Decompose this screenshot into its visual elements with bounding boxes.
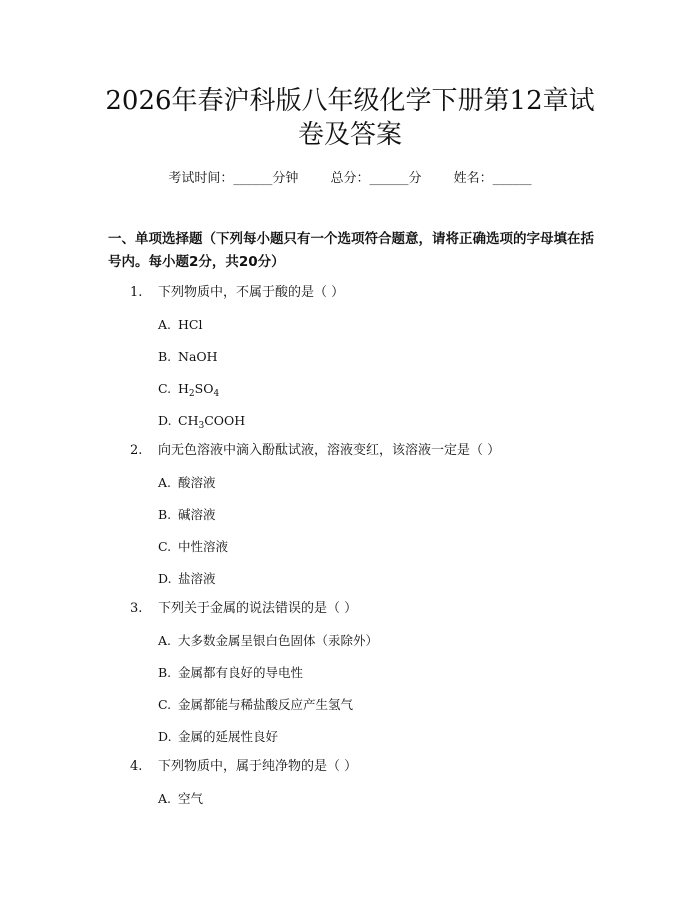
question-text: 下列关于金属的说法错误的是（ ） — [158, 601, 358, 616]
option-letter: A. — [158, 633, 172, 648]
option-text-formula — [178, 412, 245, 430]
question-number: 2. — [130, 443, 143, 458]
option-letter: D. — [158, 413, 172, 428]
option-text: 中性溶液 — [178, 539, 229, 554]
option-letter: D. — [158, 729, 172, 744]
option-text: 大多数金属呈银白色固体（汞除外） — [178, 633, 379, 648]
formula-part: COOH — [204, 413, 246, 428]
question-number: 4. — [130, 759, 143, 774]
formula-part: SO — [194, 381, 214, 396]
formula-part: CH — [178, 413, 199, 428]
section-heading-single-choice: 一、单项选择题（下列每小题只有一个选项符合题意，请将正确选项的字母填在括号内。每小题2分，共20分） — [108, 231, 594, 270]
formula-subscript: 4 — [213, 389, 220, 399]
option-text: 碱溶液 — [178, 507, 216, 522]
document-title-line-2: 卷及答案 — [297, 120, 402, 150]
question-text: 下列物质中，不属于酸的是（ ） — [158, 285, 345, 300]
option-text: NaOH — [178, 349, 218, 364]
option-text: 金属都有良好的导电性 — [178, 665, 304, 680]
option-text: 金属都能与稀盐酸反应产生氢气 — [178, 697, 354, 712]
option-text: 金属的延展性良好 — [178, 729, 279, 744]
option-letter: C. — [158, 697, 172, 712]
option-letter: A. — [158, 317, 172, 332]
option-text: 酸溶液 — [178, 475, 216, 490]
option-letter: C. — [158, 381, 172, 396]
option-letter: B. — [158, 349, 172, 364]
option-letter: A. — [158, 791, 172, 806]
question-text: 下列物质中，属于纯净物的是（ ） — [158, 759, 358, 774]
student-name-field: 姓名：______ — [453, 171, 532, 186]
option-letter: B. — [158, 507, 172, 522]
question-number: 3. — [130, 601, 143, 616]
option-text-formula — [178, 380, 219, 398]
option-letter: A. — [158, 475, 172, 490]
option-letter: C. — [158, 539, 172, 554]
formula-subscript: 3 — [198, 421, 205, 431]
option-text: HCl — [178, 317, 203, 332]
total-score-field: 总分：______分 — [330, 171, 422, 186]
exam-time-field: 考试时间：______分钟 — [168, 171, 299, 186]
question-text: 向无色溶液中滴入酚酞试液，溶液变红，该溶液一定是（ ） — [158, 443, 501, 458]
option-text: 盐溶液 — [178, 571, 216, 586]
question-number: 1. — [130, 285, 143, 300]
formula-part: H — [178, 381, 189, 396]
exam-meta — [0, 167, 700, 186]
option-letter: D. — [158, 571, 172, 586]
option-letter: B. — [158, 665, 172, 680]
option-text: 空气 — [178, 791, 204, 806]
document-title-line-1: 2026年春沪科版八年级化学下册第12章试 — [105, 86, 595, 116]
formula-subscript: 2 — [188, 389, 195, 399]
